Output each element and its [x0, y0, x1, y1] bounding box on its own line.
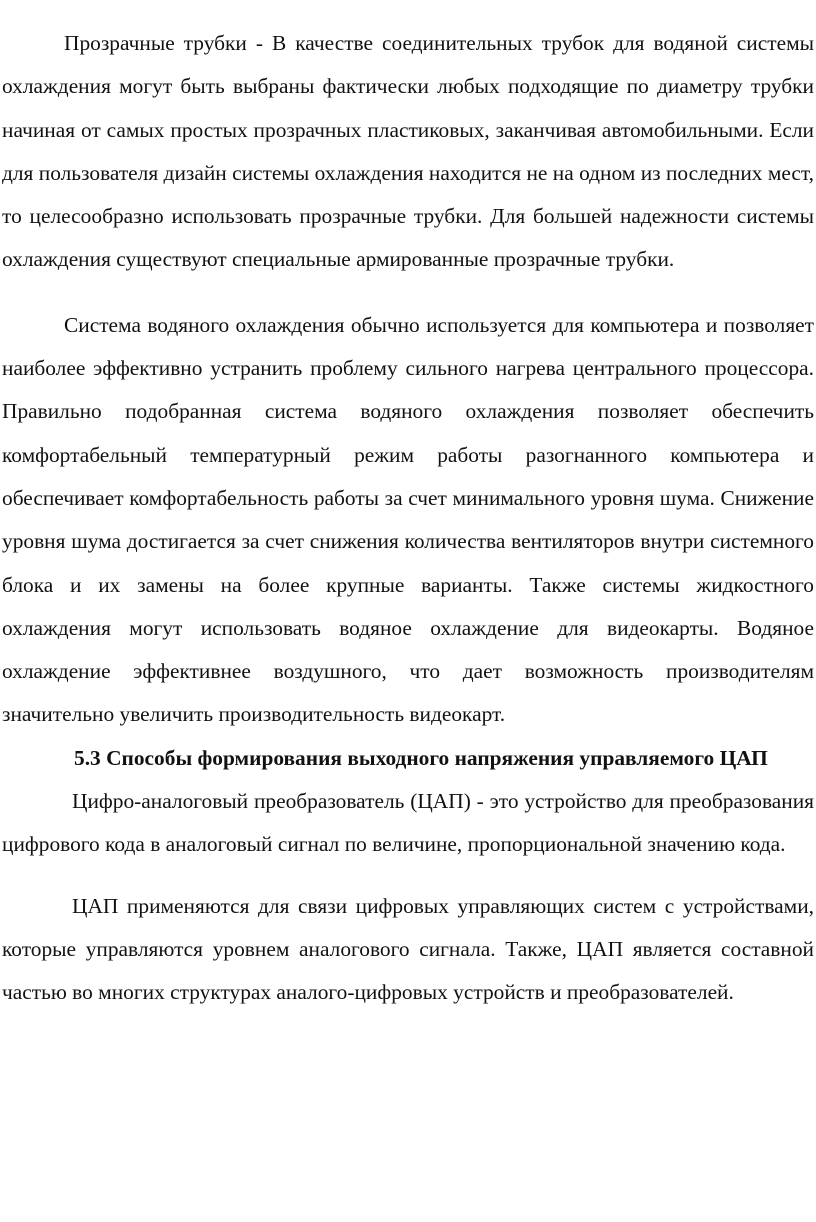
- document-page: [0, 22, 816, 1015]
- section-heading: 5.3 Способы формирования выходного напряжения управляемого ЦАП: [74, 745, 768, 770]
- paragraph-dac-usage: ЦАП применяются для связи цифровых управляющих систем с устройствами, которые управляются уровнем аналогового сигнала. Также, ЦАП является составной частью во многих структурах аналого-цифровых устройств и преобразователей.: [2, 893, 814, 1005]
- paragraph-dac-definition: Цифро-аналоговый преобразователь (ЦАП) - это устройство для преобразования цифрового кода в аналоговый сигнал по величине, пропорциональной значению кода.: [2, 789, 814, 857]
- paragraph-water-cooling: Система водяного охлаждения обычно используется для компьютера и позволяет наиболее эффективно устранить проблему сильного нагрева центрального процессора. Правильно подобранная система водяного охлаждения позволяет обеспечить комфортабельный температурный режим работы разогнанного компьютера и обеспечивает комфортабельность работы за счет минимального уровня шума. Снижение уровня шума достигается за счет снижения количества вентиляторов внутри системного блока и их замены на более крупные варианты. Также системы жидкостного охлаждения могут использовать водяное охлаждение для видеокарты. Водяное охлаждение эффективнее воздушного, что дает возможность производителям значительно увеличить производительность видеокарт.: [2, 312, 814, 727]
- paragraph-transparent-tubes: Прозрачные трубки - В качестве соединительных трубок для водяной системы охлаждения могут быть выбраны фактически любых подходящие по диаметру трубки начиная от самых простых прозрачных пластиковых, заканчивая автомобильными. Если для пользователя дизайн системы охлаждения находится не на одном из последних мест, то целесообразно использовать прозрачные трубки. Для большей надежности системы охлаждения существуют специальные армированные прозрачные трубки.: [2, 31, 814, 272]
